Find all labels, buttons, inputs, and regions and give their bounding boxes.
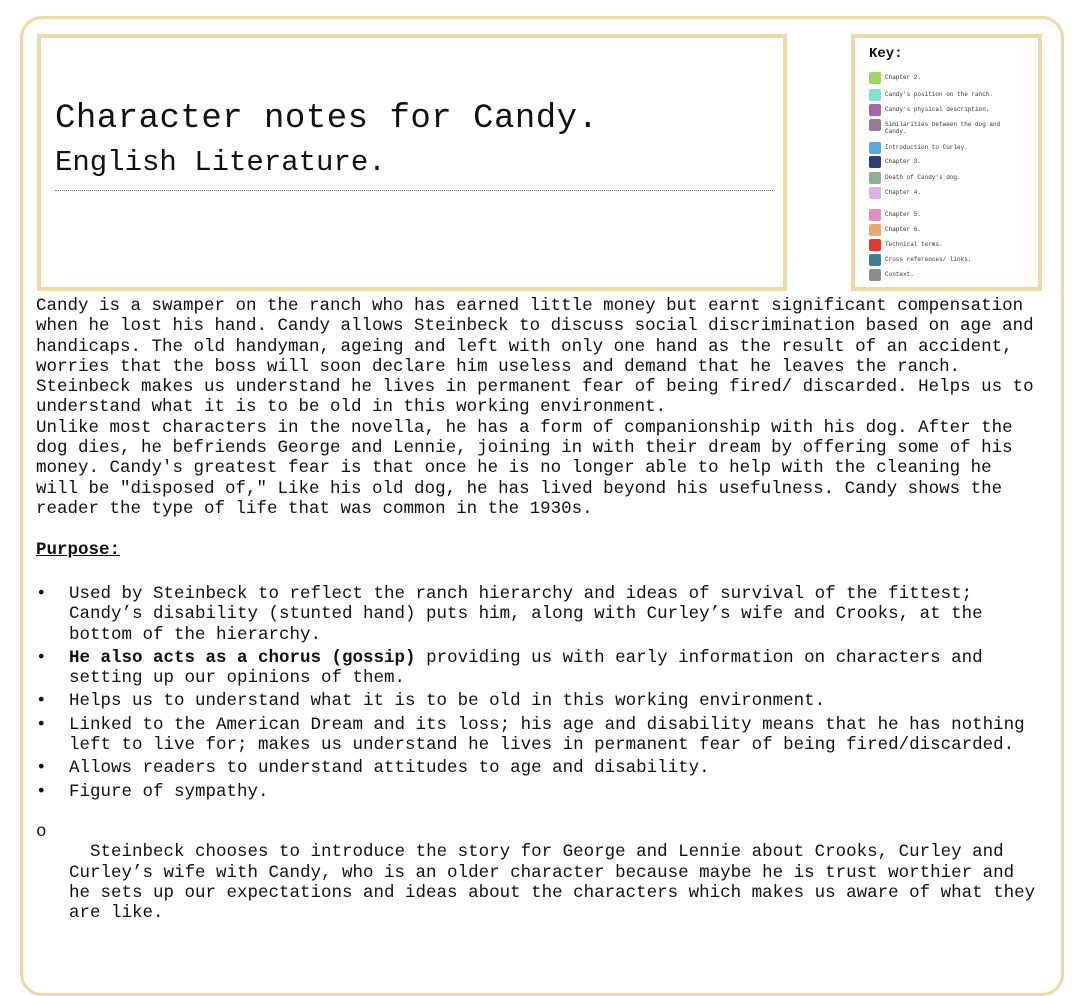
list-item-text: providing us with early information on characters and setting up our opinions of them. bbox=[69, 647, 983, 689]
key-item-label: Similarities between the dog and Candy. bbox=[885, 121, 1001, 135]
bullet-icon: • bbox=[36, 647, 47, 668]
purpose-list bbox=[36, 584, 1066, 805]
summary-line: Unlike most characters in the novella, he has a form of companionship with his dog. After the bbox=[36, 417, 1013, 438]
summary-line: understand what it is to be old in this working environment. bbox=[36, 397, 667, 418]
key-item-label: Candy's physical description. bbox=[885, 106, 990, 113]
key-item bbox=[869, 142, 1025, 154]
color-swatch bbox=[869, 172, 881, 184]
list-item bbox=[36, 691, 1066, 711]
color-swatch bbox=[869, 269, 881, 281]
color-swatch bbox=[869, 104, 881, 116]
bullet-icon: • bbox=[36, 691, 47, 712]
key-item bbox=[869, 269, 1025, 281]
key-item bbox=[869, 119, 1025, 135]
key-item bbox=[869, 187, 1025, 199]
key-item bbox=[869, 104, 1025, 116]
key-item-label: Cross references/ links. bbox=[885, 256, 972, 263]
key-item bbox=[869, 89, 1025, 101]
color-swatch bbox=[869, 89, 881, 101]
summary-line: handicaps. The old handyman, ageing and left with only one hand as the result of an accident, bbox=[36, 336, 1013, 357]
key-item-label: Candy's position on the ranch. bbox=[885, 91, 994, 98]
color-swatch bbox=[869, 142, 881, 154]
color-swatch bbox=[869, 187, 881, 199]
list-item bbox=[36, 648, 1066, 689]
list-item-text: Linked to the American Dream and its loss; his age and disability means that he has nothing left to live for; makes us understand he lives in permanent fear of being fired/discarded. bbox=[69, 714, 1025, 756]
list-item-text: Figure of sympathy. bbox=[69, 781, 269, 802]
character-summary bbox=[36, 296, 1066, 519]
summary-line: dog dies, he befriends George and Lennie, joining in with their dream by offering some of his bbox=[36, 438, 1013, 459]
key-item-label: Chapter 6. bbox=[885, 226, 922, 233]
key-item bbox=[869, 209, 1025, 221]
list-item-text: Helps us to understand what it is to be old in this working environment. bbox=[69, 691, 826, 712]
summary-line: when he lost his hand. Candy allows Steinbeck to discuss social discrimination based on age and bbox=[36, 316, 1034, 337]
bullet-icon: • bbox=[36, 758, 47, 779]
list-item bbox=[36, 758, 1066, 778]
circle-bullet-icon: o bbox=[36, 822, 47, 842]
sub-list-item bbox=[36, 822, 1066, 924]
list-item bbox=[36, 584, 1066, 645]
key-item bbox=[869, 254, 1025, 266]
list-item bbox=[36, 715, 1066, 756]
color-swatch bbox=[869, 209, 881, 221]
color-swatch bbox=[869, 72, 881, 84]
summary-line: Candy is a swamper on the ranch who has earned little money but earnt significant compensation bbox=[36, 296, 1024, 316]
color-key bbox=[851, 34, 1042, 291]
key-item bbox=[869, 156, 1025, 168]
color-swatch bbox=[869, 239, 881, 251]
bullet-icon: • bbox=[36, 714, 47, 735]
page-subtitle: English Literature. bbox=[55, 146, 386, 179]
key-item-label: Chapter 4. bbox=[885, 189, 922, 196]
key-title: Key: bbox=[869, 46, 903, 62]
list-item-bold-text: He also acts as a chorus (gossip) bbox=[69, 647, 416, 668]
page-title: Character notes for Candy. bbox=[55, 100, 599, 138]
summary-line: money. Candy's greatest fear is that once he is no longer able to help with the cleaning he bbox=[36, 458, 992, 479]
list-item bbox=[36, 782, 1066, 802]
key-item bbox=[869, 172, 1025, 184]
key-item-label: Death of Candy's dog. bbox=[885, 174, 961, 181]
bullet-icon: • bbox=[36, 781, 47, 802]
color-swatch bbox=[869, 119, 881, 131]
key-item-label: Chapter 5. bbox=[885, 211, 922, 218]
key-item bbox=[869, 224, 1025, 236]
summary-line: worries that the boss will soon declare him useless and demand that he leaves the ranch. bbox=[36, 356, 961, 377]
title-divider bbox=[55, 190, 773, 191]
summary-line: Steinbeck makes us understand he lives in permanent fear of being fired/ discarded. Helps us to bbox=[36, 377, 1034, 398]
summary-line: will be "disposed of," Like his old dog, he has lived beyond his usefulness. Candy shows the bbox=[36, 478, 1003, 499]
color-swatch bbox=[869, 254, 881, 266]
key-item-label: Introduction to Curley. bbox=[885, 144, 968, 151]
color-swatch bbox=[869, 156, 881, 168]
key-item bbox=[869, 72, 1025, 84]
summary-line: reader the type of life that was common in the 1930s. bbox=[36, 498, 593, 519]
list-item-text: Used by Steinbeck to reflect the ranch hierarchy and ideas of survival of the fittest; Candy’s disability (stunted hand) puts him, along with Curley’s wife and Crooks, at the bottom of the hierarchy. bbox=[69, 584, 983, 645]
sub-list-item-text: Steinbeck chooses to introduce the story for George and Lennie about Crooks, Curley and Curley’s wife with Candy, who is an older character because maybe he is trust worthier and he sets up our expectations and ideas about the characters which makes us aware of what they are like. bbox=[69, 842, 1036, 924]
key-item-label: Chapter 3. bbox=[885, 158, 922, 165]
title-box bbox=[37, 34, 787, 291]
key-item bbox=[869, 239, 1025, 251]
color-swatch bbox=[869, 224, 881, 236]
list-item-text: Allows readers to understand attitudes to age and disability. bbox=[69, 758, 710, 779]
purpose-heading: Purpose: bbox=[36, 540, 121, 560]
key-item-label: Context. bbox=[885, 271, 914, 278]
bullet-icon: • bbox=[36, 584, 47, 604]
key-item-label: Technical terms. bbox=[885, 241, 943, 248]
key-item-label: Chapter 2. bbox=[885, 74, 922, 81]
